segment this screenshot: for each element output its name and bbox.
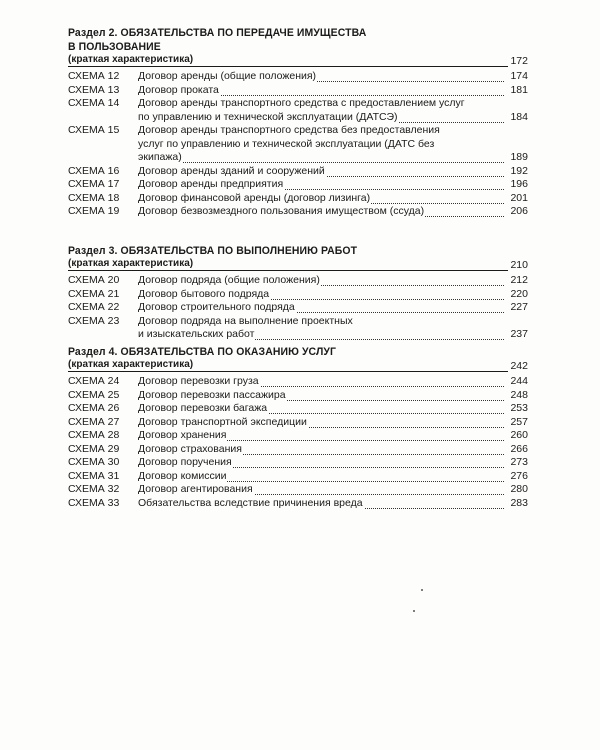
entry-text	[138, 70, 528, 84]
section-subtitle: (краткая характеристика)	[68, 258, 194, 269]
toc-entry	[68, 192, 528, 206]
schema-code: СХЕМА 14	[68, 97, 120, 109]
entry-line	[138, 375, 528, 389]
entry-line	[138, 178, 528, 192]
entry-text	[138, 97, 528, 124]
section-subtitle-row	[68, 54, 528, 68]
entry-line	[138, 429, 528, 443]
schema-code: СХЕМА 22	[68, 301, 120, 313]
entry-title: Договор аренды транспортного средства без предоставления	[138, 124, 440, 136]
toc-entry	[68, 389, 528, 403]
toc-entry	[68, 301, 528, 315]
section-title: Раздел 2. ОБЯЗАТЕЛЬСТВА ПО ПЕРЕДАЧЕ ИМУЩЕСТВА	[68, 27, 367, 39]
entry-line	[138, 138, 528, 152]
page-number: 253	[510, 402, 528, 414]
entry-text	[138, 429, 528, 443]
section-subtitle-row	[68, 258, 528, 272]
entry-text	[138, 205, 528, 219]
entry-title: Договор проката	[138, 83, 219, 96]
toc-entry	[68, 456, 528, 470]
schema-code: СХЕМА 17	[68, 178, 120, 190]
page-number: 266	[510, 442, 528, 455]
schema-code: СХЕМА 13	[68, 83, 120, 96]
entry-title: услуг по управлению и технической эксплуатации (ДАТС без	[138, 137, 435, 150]
page-number: 189	[510, 151, 528, 163]
entry-line	[138, 389, 528, 403]
entry-text	[138, 165, 528, 179]
entry-text	[138, 456, 528, 470]
entry-text	[138, 389, 528, 403]
section-subtitle: (краткая характеристика)	[68, 54, 194, 65]
page-number: 283	[510, 496, 528, 509]
entry-line	[138, 288, 528, 302]
page-number: 227	[510, 301, 528, 313]
entry-title: Договор бытового подряда	[138, 287, 270, 300]
entry-line	[138, 205, 528, 219]
toc-entry	[68, 205, 528, 219]
schema-code: СХЕМА 25	[68, 388, 120, 401]
entry-text	[138, 84, 528, 98]
page-number: 244	[510, 375, 528, 387]
entry-line	[138, 443, 528, 457]
toc-entry	[68, 402, 528, 416]
toc-entry	[68, 443, 528, 457]
page-number: 181	[510, 83, 528, 96]
entry-text	[138, 178, 528, 192]
entry-line	[138, 301, 528, 315]
page-number: 273	[510, 456, 528, 468]
entry-line	[138, 470, 528, 484]
toc-entry	[68, 84, 528, 98]
entry-line	[138, 111, 528, 125]
schema-code: СХЕМА 26	[68, 402, 120, 414]
page-number: 276	[510, 469, 528, 482]
entry-title: Договор перевозки багажа	[138, 402, 268, 414]
section-subtitle-row	[68, 359, 528, 373]
page-number: 248	[510, 388, 528, 401]
entry-title: Договор подряда (общие положения)	[138, 274, 320, 286]
schema-code: СХЕМА 31	[68, 469, 120, 482]
entry-text	[138, 483, 528, 497]
page-number: 280	[510, 483, 528, 495]
entry-title: Договор перевозки пассажира	[138, 388, 286, 401]
toc-entry	[68, 429, 528, 443]
entry-title: Договор аренды транспортного средства с предоставлением услуг	[138, 97, 465, 109]
entry-line	[138, 70, 528, 84]
schema-code: СХЕМА 20	[68, 274, 120, 286]
schema-code: СХЕМА 21	[68, 287, 120, 300]
entry-line	[138, 165, 528, 179]
toc-entry	[68, 97, 528, 124]
toc-entry	[68, 483, 528, 497]
entry-text	[138, 315, 528, 342]
schema-code: СХЕМА 23	[68, 314, 120, 327]
page-number: 196	[510, 178, 528, 190]
entry-title: Договор финансовой аренды (договор лизинга)	[138, 191, 371, 204]
toc-entry	[68, 315, 528, 342]
entry-title: экипажа)	[138, 151, 182, 163]
entry-text	[138, 288, 528, 302]
entry-text	[138, 301, 528, 315]
entry-title: Договор аренды предприятия	[138, 178, 284, 190]
toc-entry	[68, 416, 528, 430]
entry-text	[138, 375, 528, 389]
entry-text	[138, 470, 528, 484]
section-2	[68, 26, 528, 219]
entry-line	[138, 497, 528, 511]
toc-entry	[68, 70, 528, 84]
entry-line	[138, 151, 528, 165]
entry-line	[138, 84, 528, 98]
entry-line	[138, 483, 528, 497]
toc-entry	[68, 274, 528, 288]
entry-text	[138, 274, 528, 288]
schema-code: СХЕМА 29	[68, 442, 120, 455]
entry-line	[138, 402, 528, 416]
entry-line	[138, 192, 528, 206]
section-subtitle: (краткая характеристика)	[68, 359, 194, 370]
entry-title: Договор транспортной экспедиции	[138, 415, 307, 428]
entry-title: Договор хранения	[138, 429, 227, 441]
entry-line	[138, 328, 528, 342]
entry-title: Договор безвозмездного пользования имуществом (ссуда)	[138, 205, 425, 217]
schema-code: СХЕМА 28	[68, 429, 120, 441]
page-number: 242	[510, 360, 528, 372]
entry-line	[138, 274, 528, 288]
entry-title: Договор комиссии	[138, 469, 227, 482]
toc-entry	[68, 165, 528, 179]
page-number: 206	[510, 205, 528, 217]
leader-line	[68, 66, 528, 67]
section-title: В ПОЛЬЗОВАНИЕ	[68, 41, 161, 53]
page-number: 201	[510, 191, 528, 204]
leader-line	[68, 371, 528, 372]
page-number: 260	[510, 429, 528, 441]
entry-title: Договор строительного подряда	[138, 301, 295, 313]
schema-code: СХЕМА 16	[68, 164, 120, 177]
entry-line	[138, 97, 528, 111]
entry-title: Договор страхования	[138, 442, 242, 455]
entry-line	[138, 416, 528, 430]
entry-text	[138, 443, 528, 457]
schema-code: СХЕМА 19	[68, 205, 120, 217]
entry-text	[138, 416, 528, 430]
entry-line	[138, 124, 528, 138]
entry-line	[138, 315, 528, 329]
entry-title: Обязательства вследствие причинения вреда	[138, 496, 363, 509]
speck	[421, 589, 423, 591]
schema-code: СХЕМА 12	[68, 70, 120, 82]
section-3	[68, 244, 528, 342]
entry-title: Договор аренды (общие положения)	[138, 70, 317, 82]
speck	[413, 610, 415, 612]
entry-title: Договор агентирования	[138, 483, 253, 495]
toc-entry	[68, 497, 528, 511]
section-title: Раздел 4. ОБЯЗАТЕЛЬСТВА ПО ОКАЗАНИЮ УСЛУГ	[68, 346, 336, 358]
toc-entry	[68, 375, 528, 389]
entry-title: Договор подряда на выполнение проектных	[138, 314, 353, 327]
schema-code: СХЕМА 24	[68, 375, 120, 387]
page-number: 220	[510, 287, 528, 300]
entry-text	[138, 192, 528, 206]
entry-text	[138, 497, 528, 511]
page-number: 192	[510, 164, 528, 177]
schema-code: СХЕМА 33	[68, 496, 120, 509]
toc-entry	[68, 124, 528, 165]
page-number: 172	[510, 55, 528, 67]
entry-title: Договор аренды зданий и сооружений	[138, 164, 325, 177]
entry-text	[138, 402, 528, 416]
toc-entry	[68, 178, 528, 192]
entry-line	[138, 456, 528, 470]
page-number: 212	[510, 274, 528, 286]
entry-text	[138, 124, 528, 165]
toc-entry	[68, 288, 528, 302]
section-title: Раздел 3. ОБЯЗАТЕЛЬСТВА ПО ВЫПОЛНЕНИЮ РАБОТ	[68, 245, 358, 257]
schema-code: СХЕМА 32	[68, 483, 120, 495]
page-number: 257	[510, 415, 528, 428]
entry-title: и изыскательских работ	[138, 328, 255, 340]
page-number: 184	[510, 110, 528, 123]
schema-code: СХЕМА 18	[68, 191, 120, 204]
schema-code: СХЕМА 15	[68, 124, 120, 136]
entry-title: Договор поручения	[138, 456, 232, 468]
toc-entry	[68, 470, 528, 484]
schema-code: СХЕМА 27	[68, 415, 120, 428]
schema-code: СХЕМА 30	[68, 456, 120, 468]
entry-title: Договор перевозки груза	[138, 375, 259, 387]
entry-title: по управлению и технической эксплуатации (ДАТСЭ)	[138, 110, 398, 123]
page-number: 210	[510, 259, 528, 271]
section-4	[68, 345, 528, 510]
page-number: 174	[510, 70, 528, 82]
page-number: 237	[510, 328, 528, 340]
leader-line	[68, 270, 528, 271]
